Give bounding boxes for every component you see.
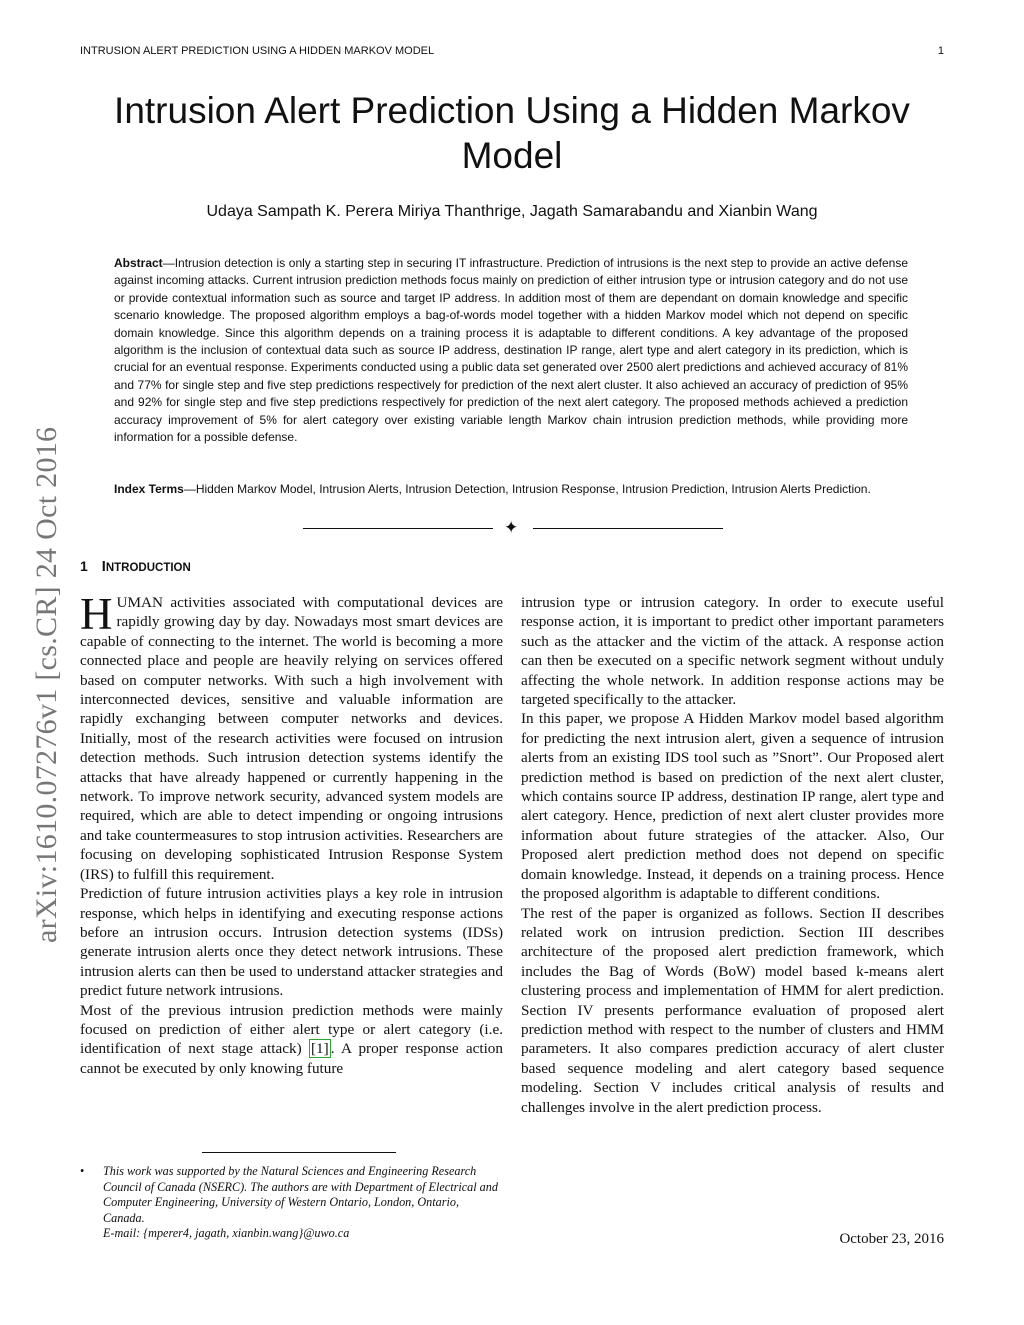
section-heading [80,558,191,575]
intro-paragraph-2: Prediction of future intrusion activities plays a key role in intrusion response, which helps in identifying and executing response actions before an intrusion occurs. Intrusion detection systems (IDSs) generate intrusion alerts once they detect network intrusions. These intrusion alerts can then be used to understand attacker strategies and predict future network intrusions. [80,885,503,1000]
abstract-label: Abstract [114,256,163,270]
footnote [80,1164,503,1242]
date: October 23, 2016 [839,1231,944,1247]
abstract [114,255,908,446]
index-terms [114,481,908,498]
dropcap: H [80,589,113,639]
footnote-email: E-mail: {mperer4, jagath, xianbin.wang}@uwo.ca [103,1226,350,1240]
page-number: 1 [937,45,944,57]
authors: Udaya Sampath K. Perera Miriya Thanthrige, Jagath Samarabandu and Xianbin Wang [206,203,818,220]
section-title-rest: NTRODUCTION [105,562,191,574]
dropcap-smallcaps: UMAN [116,594,163,611]
section-number: 1 [80,558,88,574]
divider-line-right [533,528,723,529]
section-divider [303,520,723,536]
citation-link[interactable]: [1] [310,1040,329,1058]
divider-line-left [303,528,493,529]
right-column [521,593,944,1117]
index-terms-label: Index Terms [114,482,184,496]
intro-paragraph-1 [80,589,503,884]
intro-paragraph-1-text: activities associated with computational devices are rapidly growing day by day. Nowadays most smart devices are capable of connecting to the internet. The world is becoming a more connected place and people are heavily relying on services offered based on computer networks. With such a high involvement with interconnected devices, sensitive and valuable information are rapidly exchanging between computer networks and devices. Initially, most of the research activities were focused on intrusion detection methods. Such intrusion detection systems identify the attacks that have already happened or currently happening in the network. To improve network security, advanced system models are required, which are able to detect impending or ongoing intrusions and take countermeasures to stop intrusion activities. Researchers are focusing on developing sophisticated Intrusion Response System (IRS) to fulfill this requirement. [80,594,503,883]
footnote-funding: This work was supported by the Natural Sciences and Engineering Research Council of Canada (NSERC). The authors are with Department of Electrical and Computer Engineering, University of Western Ontario, London, Ontario, Canada. [103,1164,498,1225]
section-initial: I [101,559,106,575]
intro-paragraph-3-end: . A proper response action cannot be executed by only knowing future [80,1040,503,1077]
divider-diamond-icon: ✦ [504,518,519,538]
index-terms-text: —Hidden Markov Model, Intrusion Alerts, Intrusion Detection, Intrusion Response, Intrusion Prediction, Intrusion Alerts Prediction. [183,482,871,496]
right-paragraph-1: intrusion type or intrusion category. In order to execute useful response action, it is important to predict other important parameters such as the attacker and the victim of the attack. A response action can then be executed on a specific network segment without unduly affecting the whole network. In addition response actions may be targeted specifically to the attacker. [521,594,944,709]
arxiv-identifier: arXiv:1610.07276v1 [cs.CR] 24 Oct 2016 [30,426,63,943]
footnote-text [103,1164,503,1242]
running-head-title: INTRUSION ALERT PREDICTION USING A HIDDEN MARKOV MODEL [80,45,435,57]
intro-paragraph-3-text: Most of the previous intrusion prediction methods were mainly focused on prediction of either alert type or alert category (i.e. identification of next stage attack) [80,1001,503,1058]
right-paragraph-2: In this paper, we propose A Hidden Markov model based algorithm for predicting the next intrusion alert, given a sequence of intrusion alerts from an existing IDS tool such as ”Snort”. Our Proposed alert prediction method is based on prediction of the next alert cluster, which contains source IP address, destination IP range, alert type and alert category. Hence, prediction of next alert cluster provides more information about future strategies of the attacker. Also, Our Proposed alert prediction method does not depend on specific domain knowledge. Instead, it depends on a training process. Hence the proposed algorithm is adaptable to different conditions. [521,710,944,903]
running-head [80,45,944,57]
footnote-rule [202,1152,396,1153]
right-paragraph-3: The rest of the paper is organized as follows. Section II describes related work on intrusion prediction. Section III describes architecture of the proposed alert prediction framework, which includes the Bag of Words (BoW) model based k-means alert clustering process and implementation of HMM for alert prediction. Section IV presents performance evaluation of proposed alert prediction method with respect to the number of clusters and HMM parameters. It also compares prediction accuracy of alert cluster based sequence modeling and alert category based sequence modeling. Section V includes critical analysis of results and challenges involve in the alert prediction process. [521,904,944,1116]
footnote-bullet: • [80,1164,85,1178]
abstract-text: —Intrusion detection is only a starting step in securing IT infrastructure. Prediction of intrusions is the next step to provide an active defense against incoming attacks. Current intrusion prediction methods focus mainly on prediction of either intrusion type or intrusion category and do not use or provide contextual information such as source and target IP address. In addition most of them are dependant on domain knowledge and specific scenario knowledge. The proposed algorithm employs a bag-of-words model together with a hidden Markov model which not depend on specific domain knowledge. Since this algorithm depends on a training process it is adaptable to different conditions. A key advantage of the proposed algorithm is the inclusion of contextual data such as source IP address, destination IP range, alert type and alert category in its prediction, which is crucial for an eventual response. Experiments conducted using a public data set generated over 2500 alert predictions and achieved accuracy of 81% and 77% for single step and five step predictions respectively for prediction of the next alert cluster. It also achieved an accuracy of prediction of 95% and 92% for single step and five step predictions respectively for prediction of the next alert category. The proposed methods achieved a prediction accuracy improvement of 5% for alert category over existing variable length Markov chain intrusion prediction methods, while providing more information for a possible defense. [114,256,908,445]
left-column [80,589,503,1078]
paper-title: Intrusion Alert Prediction Using a Hidden Markov Model [114,90,910,176]
intro-paragraph-3 [80,1001,503,1079]
